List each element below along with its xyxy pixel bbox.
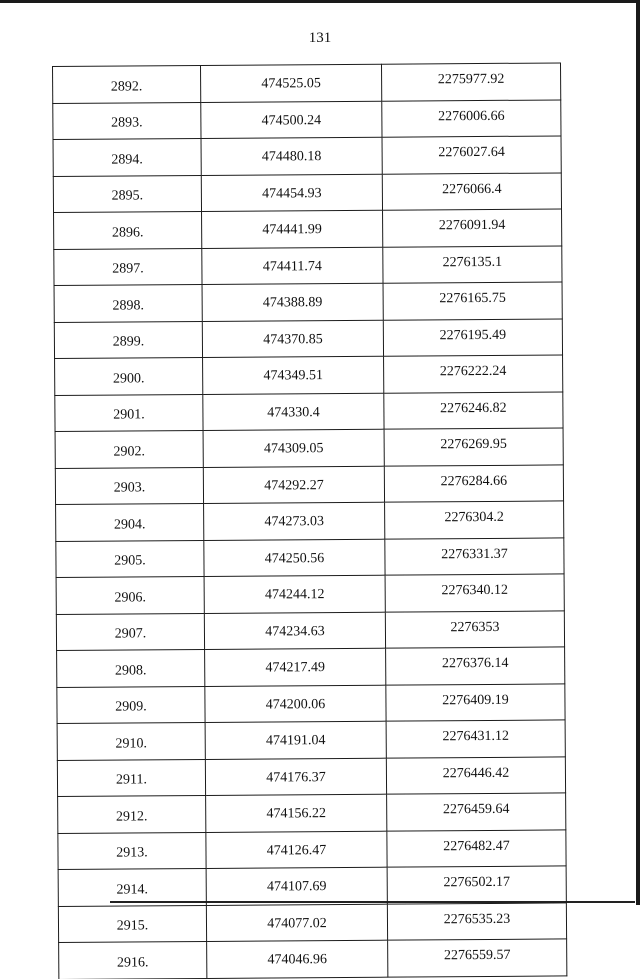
table-row — [53, 172, 561, 212]
point-number-cell: 2898. — [54, 284, 202, 322]
table-row — [53, 63, 561, 103]
table-row — [56, 610, 564, 650]
scan-edge-right — [636, 0, 640, 905]
table-row — [54, 245, 562, 285]
y-coordinate-cell: 2276331.37 — [385, 537, 564, 575]
scan-edge-top — [0, 0, 640, 3]
point-number-cell: 2915. — [58, 905, 206, 943]
table-row — [59, 939, 567, 979]
point-number-cell: 2899. — [54, 321, 202, 359]
x-coordinate-cell: 474200.06 — [205, 685, 386, 723]
y-coordinate-cell: 2276222.24 — [384, 355, 563, 393]
coordinates-table-body — [53, 63, 567, 979]
table-row — [53, 99, 561, 139]
point-number-cell: 2916. — [59, 941, 207, 979]
x-coordinate-cell: 474077.02 — [206, 904, 387, 942]
y-coordinate-cell: 2276559.57 — [388, 939, 567, 977]
x-coordinate-cell: 474525.05 — [200, 64, 381, 102]
x-coordinate-cell: 474244.12 — [204, 575, 385, 613]
table-row — [57, 647, 565, 687]
y-coordinate-cell: 2276135.1 — [383, 245, 562, 283]
y-coordinate-cell: 2276165.75 — [383, 282, 562, 320]
y-coordinate-cell: 2276006.66 — [382, 99, 561, 137]
table-row — [54, 318, 562, 358]
y-coordinate-cell: 2276091.94 — [383, 209, 562, 247]
y-coordinate-cell: 2275977.92 — [381, 63, 560, 101]
y-coordinate-cell: 2276459.64 — [387, 793, 566, 831]
table-row — [55, 355, 563, 395]
table-row — [56, 501, 564, 541]
point-number-cell: 2914. — [58, 868, 206, 906]
x-coordinate-cell: 474388.89 — [202, 283, 383, 321]
table-row — [56, 537, 564, 577]
y-coordinate-cell: 2276304.2 — [385, 501, 564, 539]
y-coordinate-cell: 2276269.95 — [384, 428, 563, 466]
table-row — [58, 793, 566, 833]
point-number-cell: 2902. — [55, 430, 203, 468]
point-number-cell: 2910. — [57, 722, 205, 760]
point-number-cell: 2913. — [58, 832, 206, 870]
point-number-cell: 2907. — [56, 613, 204, 651]
x-coordinate-cell: 474330.4 — [203, 393, 384, 431]
point-number-cell: 2900. — [55, 357, 203, 395]
point-number-cell: 2906. — [56, 576, 204, 614]
y-coordinate-cell: 2276353 — [385, 610, 564, 648]
x-coordinate-cell: 474370.85 — [202, 320, 383, 358]
y-coordinate-cell: 2276066.4 — [382, 172, 561, 210]
y-coordinate-cell: 2276502.17 — [387, 866, 566, 904]
table-row — [58, 902, 566, 942]
x-coordinate-cell: 474309.05 — [203, 429, 384, 467]
table-row — [55, 428, 563, 468]
x-coordinate-cell: 474046.96 — [207, 940, 388, 978]
point-number-cell: 2908. — [57, 649, 205, 687]
y-coordinate-cell: 2276409.19 — [386, 683, 565, 721]
x-coordinate-cell: 474156.22 — [206, 794, 387, 832]
point-number-cell: 2905. — [56, 540, 204, 578]
table-row — [56, 574, 564, 614]
table-row — [55, 391, 563, 431]
point-number-cell: 2894. — [53, 138, 201, 176]
table-row — [54, 282, 562, 322]
x-coordinate-cell: 474191.04 — [205, 721, 386, 759]
point-number-cell: 2911. — [57, 759, 205, 797]
x-coordinate-cell: 474454.93 — [201, 174, 382, 212]
point-number-cell: 2897. — [54, 248, 202, 286]
point-number-cell: 2904. — [56, 503, 204, 541]
y-coordinate-cell: 2276246.82 — [384, 391, 563, 429]
point-number-cell: 2896. — [54, 211, 202, 249]
x-coordinate-cell: 474500.24 — [201, 101, 382, 139]
table-row — [57, 683, 565, 723]
coordinates-table — [52, 62, 567, 979]
x-coordinate-cell: 474107.69 — [206, 867, 387, 905]
table-row — [58, 829, 566, 869]
x-coordinate-cell: 474126.47 — [206, 831, 387, 869]
table-row — [53, 136, 561, 176]
table-row — [58, 866, 566, 906]
y-coordinate-cell: 2276284.66 — [384, 464, 563, 502]
x-coordinate-cell: 474234.63 — [204, 612, 385, 650]
x-coordinate-cell: 474250.56 — [204, 539, 385, 577]
y-coordinate-cell: 2276027.64 — [382, 136, 561, 174]
x-coordinate-cell: 474176.37 — [205, 758, 386, 796]
x-coordinate-cell: 474441.99 — [202, 210, 383, 248]
point-number-cell: 2893. — [53, 102, 201, 140]
point-number-cell: 2909. — [57, 686, 205, 724]
x-coordinate-cell: 474480.18 — [201, 137, 382, 175]
y-coordinate-cell: 2276482.47 — [387, 829, 566, 867]
x-coordinate-cell: 474292.27 — [203, 466, 384, 504]
x-coordinate-cell: 474411.74 — [202, 247, 383, 285]
table-row — [55, 464, 563, 504]
coordinates-table-wrapper — [52, 62, 563, 979]
y-coordinate-cell: 2276376.14 — [386, 647, 565, 685]
point-number-cell: 2895. — [53, 175, 201, 213]
page-number: 131 — [308, 30, 332, 46]
y-coordinate-cell: 2276431.12 — [386, 720, 565, 758]
point-number-cell: 2912. — [58, 795, 206, 833]
x-coordinate-cell: 474217.49 — [205, 648, 386, 686]
table-row — [57, 720, 565, 760]
y-coordinate-cell: 2276535.23 — [387, 902, 566, 940]
point-number-cell: 2901. — [55, 394, 203, 432]
table-row — [57, 756, 565, 796]
x-coordinate-cell: 474349.51 — [203, 356, 384, 394]
point-number-cell: 2892. — [53, 65, 201, 103]
y-coordinate-cell: 2276446.42 — [386, 756, 565, 794]
y-coordinate-cell: 2276340.12 — [385, 574, 564, 612]
point-number-cell: 2903. — [55, 467, 203, 505]
x-coordinate-cell: 474273.03 — [204, 502, 385, 540]
y-coordinate-cell: 2276195.49 — [383, 318, 562, 356]
table-row — [54, 209, 562, 249]
